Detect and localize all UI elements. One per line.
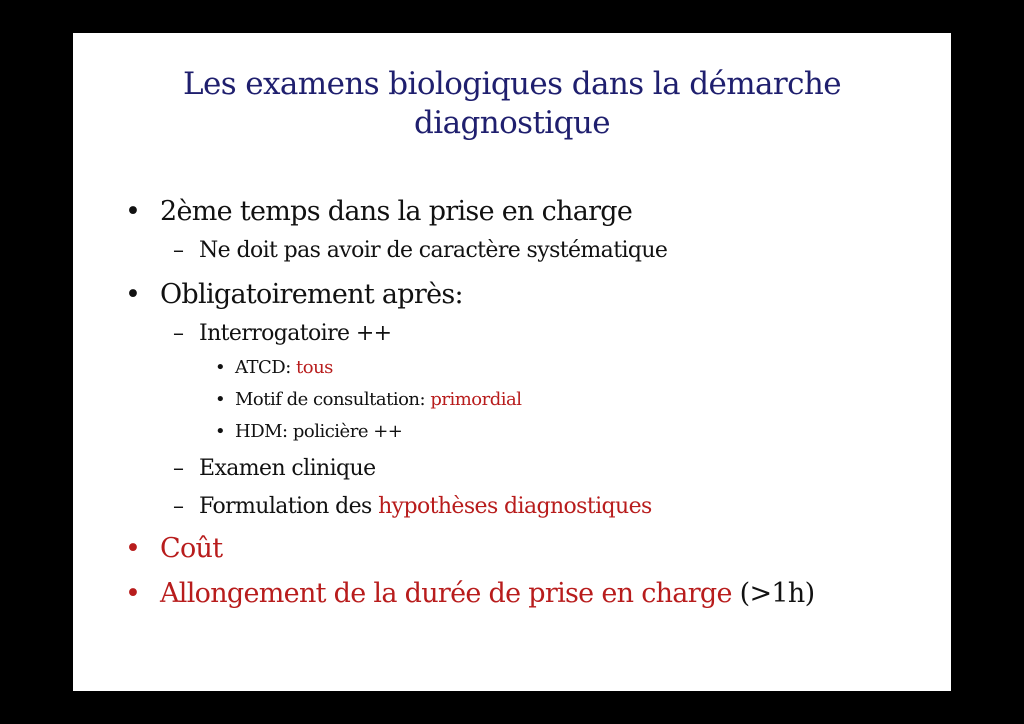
bullet-marker: • [125, 196, 141, 227]
slide-title [73, 65, 951, 143]
title-line-2: diagnostique [414, 105, 610, 141]
sub-item-text: Ne doit pas avoir de caractère systématique [199, 238, 668, 263]
sub-sub-item-text [235, 389, 521, 410]
bullet-marker: • [125, 578, 141, 609]
dash-marker: – [173, 456, 184, 481]
dash-marker: – [173, 238, 184, 263]
bullet-marker: • [215, 421, 226, 442]
bullet-text: Obligatoirement après: [160, 279, 463, 310]
sub-item-text [199, 494, 652, 519]
bullet-text [160, 578, 814, 609]
sub-item-text: Interrogatoire ++ [199, 321, 392, 346]
label-text: Formulation des [199, 494, 379, 519]
sub-sub-item-text: HDM: policière ++ [235, 421, 403, 442]
bullet-marker: • [215, 357, 226, 378]
suffix-text: (>1h) [731, 578, 815, 609]
dash-marker: – [173, 321, 184, 346]
bullet-marker: • [125, 279, 141, 310]
bullet-marker: • [125, 533, 141, 564]
bullet-text: Coût [160, 533, 223, 564]
bullet-marker: • [215, 389, 226, 410]
title-line-1: Les examens biologiques dans la démarche [182, 66, 841, 102]
label-text: ATCD: [235, 357, 297, 378]
highlight-text: tous [296, 357, 333, 378]
slide [73, 33, 951, 691]
label-text: Motif de consultation: [235, 389, 431, 410]
sub-item-text: Examen clinique [199, 456, 376, 481]
highlight-text: Allongement de la durée de prise en charge [160, 578, 732, 609]
dash-marker: – [173, 494, 184, 519]
highlight-text: primordial [430, 389, 522, 410]
bullet-text: 2ème temps dans la prise en charge [160, 196, 633, 227]
sub-sub-item-text [235, 357, 333, 378]
highlight-text: hypothèses diagnostiques [378, 494, 652, 519]
